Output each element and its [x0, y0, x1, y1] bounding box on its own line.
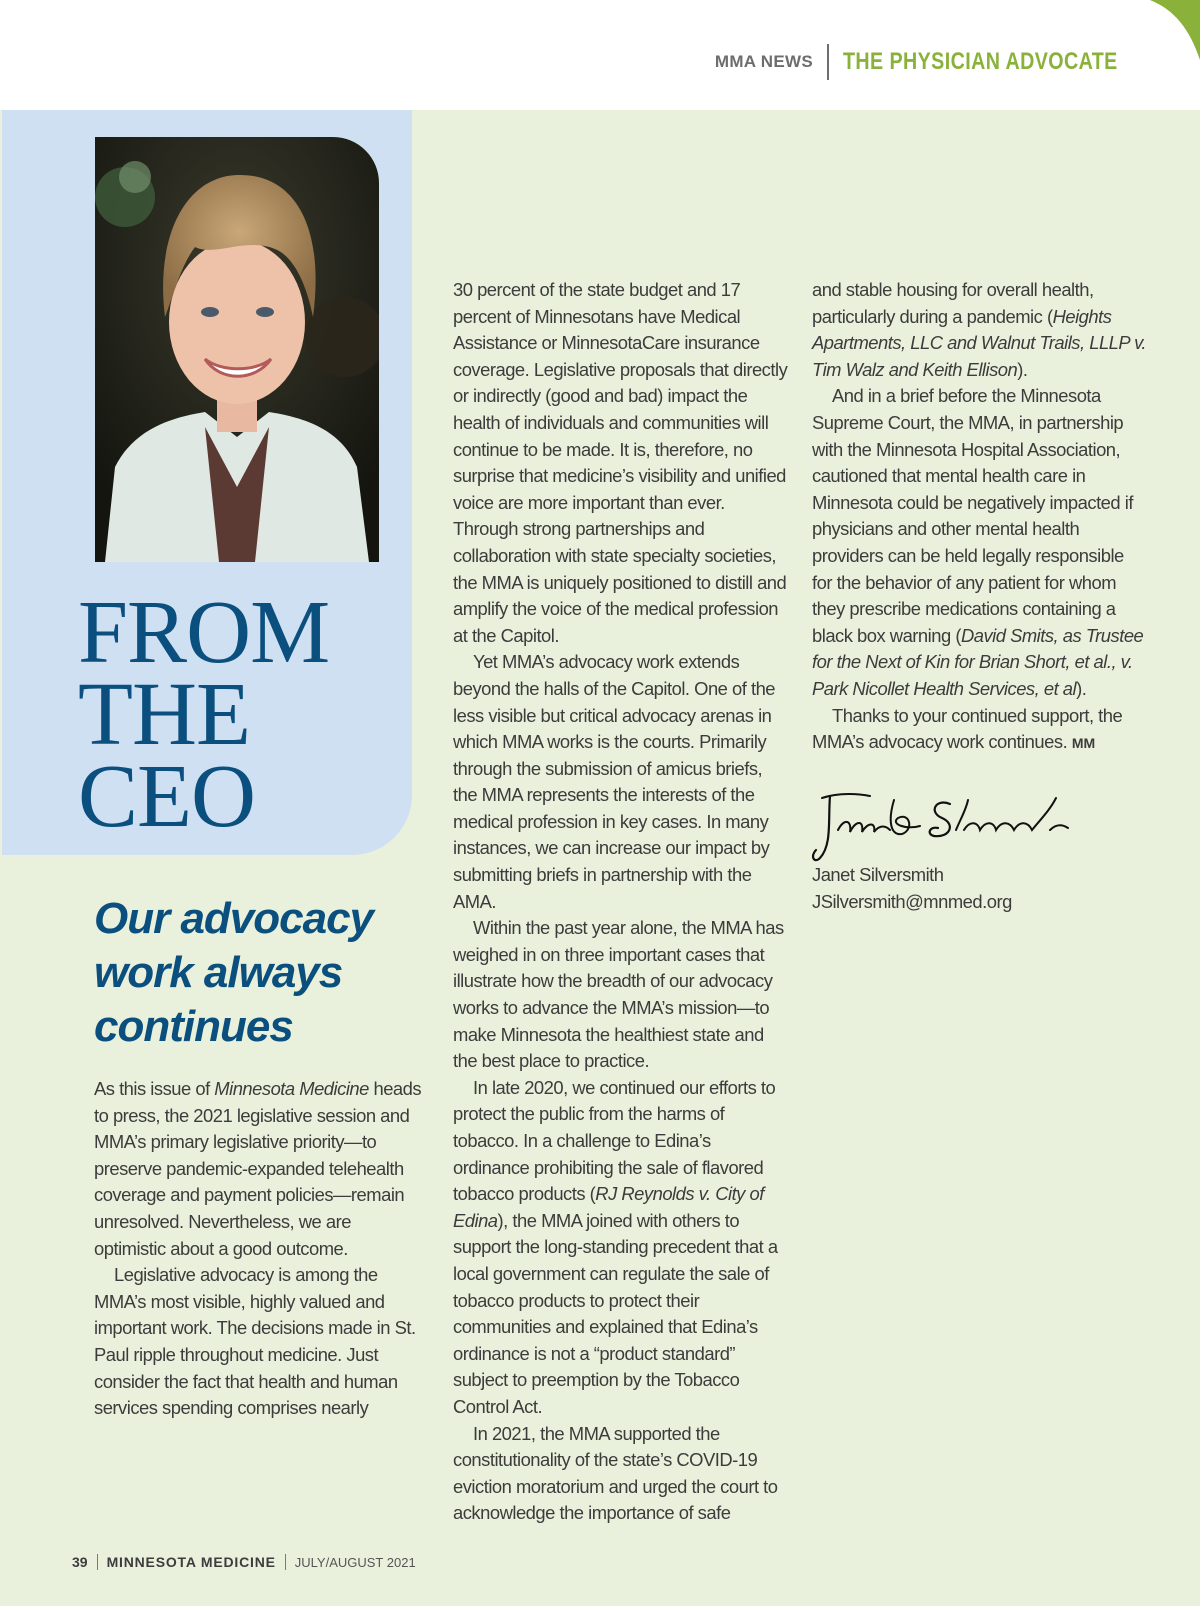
headline-line-1: Our advocacy — [94, 894, 374, 943]
footer-divider — [285, 1554, 286, 1570]
page-header — [715, 44, 1128, 80]
kicker-line-1: FROM — [78, 583, 330, 682]
paragraph: Within the past year alone, the MMA has weighed in on three important cases that illustrate how the breadth of our advocacy works to advance the MMA’s mission—to make Minnesota the healthiest state and the best place to practice. — [453, 917, 784, 1072]
from-the-ceo-kicker — [78, 583, 408, 846]
kicker-line-3: CEO — [78, 747, 255, 846]
footer-divider — [97, 1554, 98, 1570]
paragraph: Legislative advocacy is among the MMA’s most visible, highly valued and important work. The decisions made in St. Paul ripple throughout medicine. Just consider the fact that health and human services spending comprises nearly — [94, 1264, 416, 1419]
paragraph: Thanks to your continued support, the MMA’s advocacy work continues. MM — [812, 704, 1123, 753]
end-mark: MM — [1071, 735, 1096, 752]
signoff-email: JSilversmith@mnmed.org — [812, 891, 1012, 912]
article-column-1 — [94, 1076, 424, 1422]
header-divider — [827, 44, 829, 80]
ceo-portrait-photo — [95, 137, 379, 562]
paragraph: And in a brief before the Minnesota Supreme Court, the MMA, in partnership with the Minnesota Hospital Association, cautioned that mental health care in Minnesota could be negatively impacted if physicians and other mental health providers can be held legally responsible for the behavior of any patient for whom they prescribe medications containing a black box warning (David Smits, as Trustee for the Next of Kin for Brian Short, et al., v. Park Nicollet Health Services, et al). — [812, 385, 1144, 699]
headline-line-3: continues — [94, 1002, 293, 1051]
page-number: 39 — [72, 1554, 88, 1570]
magazine-name: MINNESOTA MEDICINE — [106, 1554, 276, 1570]
paragraph: Yet MMA’s advocacy work extends beyond the halls of the Capitol. One of the less visible but critical advocacy arenas in which MMA works is the courts. Primarily through the submission of amicus briefs, the MMA represents the interests of the medical profession in key cases. In many instances, we can increase our impact by submitting briefs in partnership with the AMA. — [453, 651, 776, 912]
paragraph: In late 2020, we continued our efforts to protect the public from the harms of tobacco. In a challenge to Edina’s ordinance prohibiting the sale of flavored tobacco products (RJ Reynolds v. City of Edina), the MMA joined with others to support the long-standing precedent that a local government can regulate the sale of tobacco products to protect their communities and explained that Edina’s ordinance is not a “product standard” subject to preemption by the Tobacco Control Act. — [453, 1076, 778, 1417]
paragraph: 30 percent of the state budget and 17 percent of Minnesotans have Medical Assistance or MinnesotaCare insurance coverage. Legislative proposals that directly or indirectly (good and bad) impact the health of individuals and communities will continue to be made. It is, therefore, no surprise that medicine’s visibility and unified voice are more important than ever. Through strong partnerships and collaboration with state specialty societies, the MMA is uniquely positioned to distill and amplify the voice of the medical profession at the Capitol. — [453, 279, 788, 646]
article-column-2 — [453, 277, 788, 1527]
section-label: MMA NEWS — [714, 52, 813, 71]
publication-section-label: THE PHYSICIAN ADVOCATE — [842, 48, 1118, 75]
paragraph: As this issue of Minnesota Medicine heads to press, the 2021 legislative session and MMA’s primary legislative priority—to preserve pandemic-expanded telehealth coverage and payment policies—remain unresolved. Nevertheless, we are optimistic about a good outcome. — [94, 1078, 422, 1259]
kicker-line-2: THE — [78, 665, 250, 764]
corner-swoosh-decoration — [1120, 0, 1200, 60]
page-footer — [72, 1554, 416, 1570]
paragraph: In 2021, the MMA supported the constitutionality of the state’s COVID-19 eviction moratorium and urged the court to acknowledge the importance of safe — [453, 1422, 778, 1524]
issue-date: JULY/AUGUST 2021 — [294, 1554, 416, 1570]
article-headline — [94, 892, 414, 1054]
handwritten-signature — [810, 790, 1080, 870]
paragraph: and stable housing for overall health, particularly during a pandemic (Heights Apartments, LLC and Walnut Trails, LLLP v. Tim Walz and Keith Ellison). — [812, 279, 1147, 380]
signoff-name: Janet Silversmith — [812, 864, 944, 885]
headline-line-2: work always — [94, 948, 343, 997]
article-column-3 — [812, 277, 1147, 757]
